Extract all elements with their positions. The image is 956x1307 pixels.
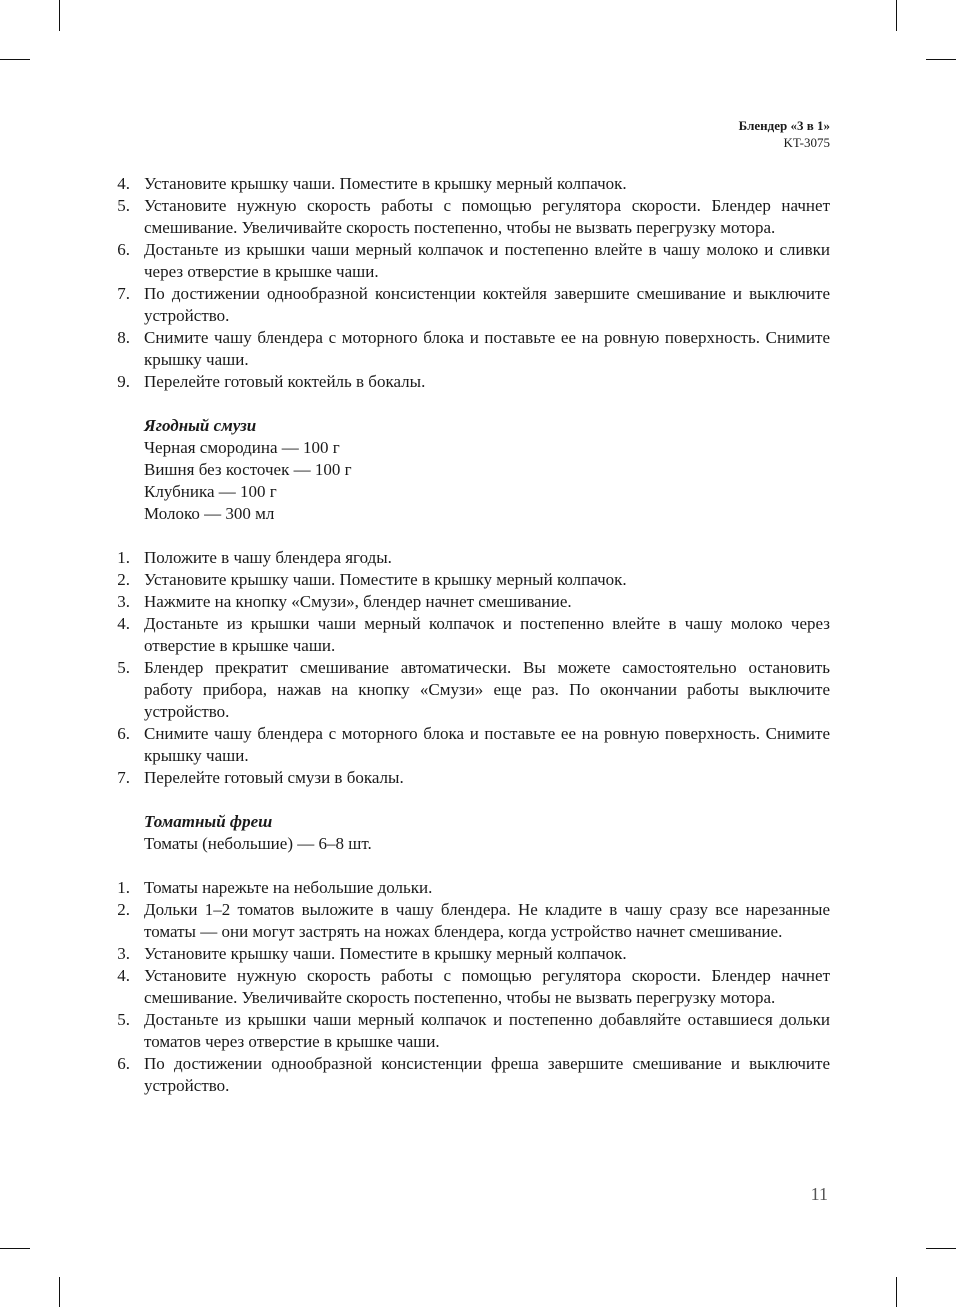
running-header (739, 117, 830, 151)
page-content (113, 173, 830, 1097)
item-text: Достаньте из крышки чаши мерный колпачок и постепенно влейте в чашу молоко и сливки через отверстие в крышке чаши. (144, 240, 830, 281)
item-number: 5. (117, 658, 130, 677)
ingredient: Черная смородина — 100 г (144, 438, 340, 457)
item-number: 4. (117, 966, 130, 985)
list-item (113, 239, 830, 283)
page-number: 11 (810, 1184, 828, 1204)
item-number: 7. (117, 768, 130, 787)
ingredient: Вишня без косточек — 100 г (144, 460, 352, 479)
item-number: 3. (117, 944, 130, 963)
item-text: Установите крышку чаши. Поместите в крышку мерный колпачок. (144, 174, 627, 193)
steps-list-cocktail (113, 173, 830, 393)
steps-list-tomato (113, 877, 830, 1097)
recipe-tomato-fresh (113, 811, 830, 855)
item-text: Установите нужную скорость работы с помощью регулятора скорости. Блендер начнет смешивание. Увеличивайте скорость постепенно, чтобы не вызвать перегрузку мотора. (144, 966, 830, 1007)
crop-mark (926, 1248, 956, 1249)
crop-mark (896, 1277, 897, 1307)
item-text: Установите крышку чаши. Поместите в крышку мерный колпачок. (144, 944, 627, 963)
list-item (113, 371, 830, 393)
list-item (113, 283, 830, 327)
ingredient: Клубника — 100 г (144, 482, 277, 501)
item-text: Снимите чашу блендера с моторного блока и поставьте ее на ровную поверхность. Снимите крышку чаши. (144, 328, 830, 369)
item-text: Установите крышку чаши. Поместите в крышку мерный колпачок. (144, 570, 627, 589)
item-text: Перелейте готовый коктейль в бокалы. (144, 372, 426, 391)
list-item (113, 723, 830, 767)
item-text: Положите в чашу блендера ягоды. (144, 548, 392, 567)
list-item (113, 965, 830, 1009)
crop-mark (59, 0, 60, 31)
item-text: Снимите чашу блендера с моторного блока и поставьте ее на ровную поверхность. Снимите крышку чаши. (144, 724, 830, 765)
item-number: 3. (117, 592, 130, 611)
item-text: Нажмите на кнопку «Смузи», блендер начнет смешивание. (144, 592, 572, 611)
list-item (113, 569, 830, 591)
crop-mark (59, 1277, 60, 1307)
item-number: 6. (117, 1054, 130, 1073)
list-item (113, 1009, 830, 1053)
ingredient: Молоко — 300 мл (144, 504, 275, 523)
list-item (113, 943, 830, 965)
item-number: 9. (117, 372, 130, 391)
item-text: Достаньте из крышки чаши мерный колпачок и постепенно добавляйте оставшиеся дольки томатов через отверстие в крышке чаши. (144, 1010, 830, 1051)
crop-mark (0, 59, 30, 60)
item-text: По достижении однообразной консистенции фреша завершите смешивание и выключите устройство. (144, 1054, 830, 1095)
list-item (113, 327, 830, 371)
list-item (113, 613, 830, 657)
list-item (113, 1053, 830, 1097)
crop-mark (926, 59, 956, 60)
recipe-title: Ягодный смузи (144, 416, 257, 435)
list-item (113, 899, 830, 943)
item-number: 1. (117, 548, 130, 567)
item-text: Перелейте готовый смузи в бокалы. (144, 768, 404, 787)
item-text: По достижении однообразной консистенции коктейля завершите смешивание и выключите устройство. (144, 284, 830, 325)
item-text: Дольки 1–2 томатов выложите в чашу блендера. Не кладите в чашу сразу все нарезанные томаты — они могут застрять на ножах блендера, когда устройство начнет смешивание. (144, 900, 830, 941)
item-number: 8. (117, 328, 130, 347)
item-text: Установите нужную скорость работы с помощью регулятора скорости. Блендер начнет смешивание. Увеличивайте скорость постепенно, чтобы не вызвать перегрузку мотора. (144, 196, 830, 237)
header-title: Блендер «3 в 1» (738, 118, 830, 133)
item-text: Достаньте из крышки чаши мерный колпачок и постепенно влейте в чашу молоко через отверстие в крышке чаши. (144, 614, 830, 655)
item-text: Блендер прекратит смешивание автоматически. Вы можете самостоятельно остановить работу прибора, нажав на кнопку «Смузи» еще раз. По окончании работы выключите устройство. (144, 658, 830, 721)
crop-mark (0, 1248, 30, 1249)
recipe-title: Томатный фреш (144, 812, 273, 831)
item-number: 1. (117, 878, 130, 897)
header-model: KT-3075 (783, 135, 830, 150)
item-number: 6. (117, 240, 130, 259)
crop-mark (896, 0, 897, 31)
list-item (113, 195, 830, 239)
ingredient: Томаты (небольшие) — 6–8 шт. (144, 834, 372, 853)
list-item (113, 173, 830, 195)
list-item (113, 767, 830, 789)
list-item (113, 877, 830, 899)
steps-list-berry (113, 547, 830, 789)
list-item (113, 547, 830, 569)
recipe-berry-smoothie (113, 415, 830, 525)
item-number: 6. (117, 724, 130, 743)
item-number: 2. (117, 900, 130, 919)
item-number: 2. (117, 570, 130, 589)
item-number: 5. (117, 1010, 130, 1029)
list-item (113, 657, 830, 723)
item-number: 7. (117, 284, 130, 303)
list-item (113, 591, 830, 613)
item-number: 5. (117, 196, 130, 215)
item-number: 4. (117, 614, 130, 633)
item-number: 4. (117, 174, 130, 193)
item-text: Томаты нарежьте на небольшие дольки. (144, 878, 433, 897)
